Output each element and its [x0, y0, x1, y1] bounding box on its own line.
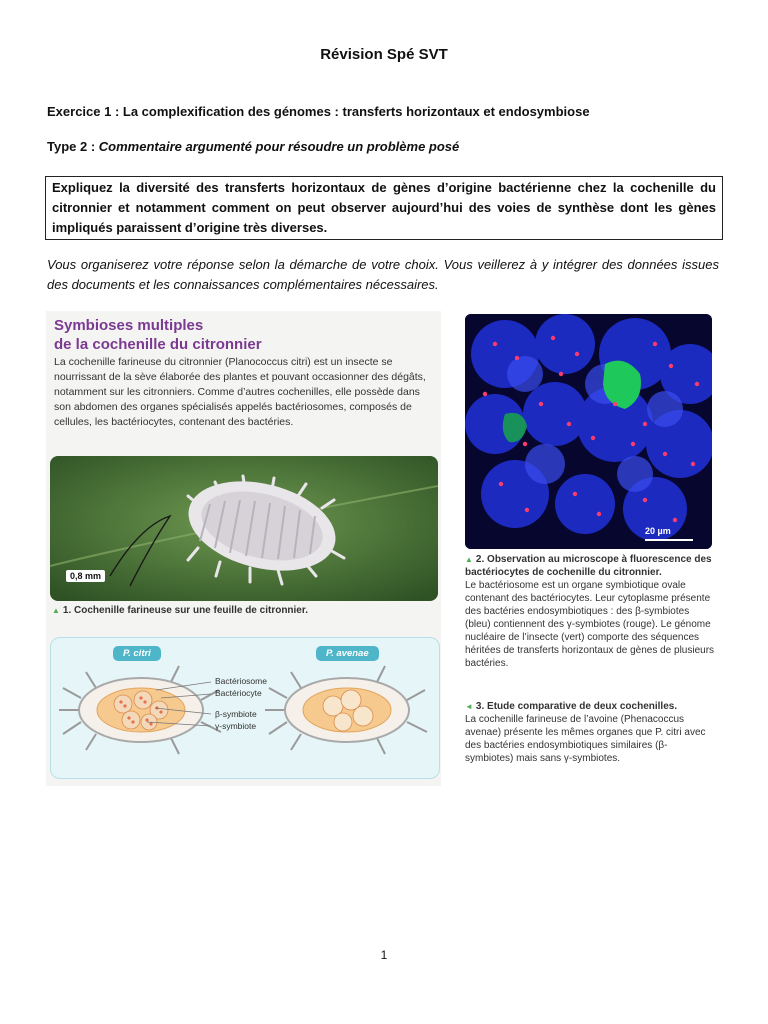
caption-3-text: La cochenille farineuse de l’avoine (Phenacoccus avenae) présente les mêmes organes que P. citri avec des bactéries endosymbiotiques similaires (β-symbiotes) mais sans γ-symbiotes.	[465, 714, 706, 764]
comparison-diagram	[50, 637, 440, 779]
caption-figure-3: ◄ 3. Etude comparative de deux cochenilles. La cochenille farineuse de l’avoine (Phenacoccus avenae) présente les mêmes organes que P. citri avec des bactéries endosymbiotiques similaires (β-symbiotes) mais sans γ-symbiotes.	[465, 700, 715, 765]
panel-title	[54, 316, 262, 354]
exercise-heading: Exercice 1 : La complexification des génomes : transferts horizontaux et endosymbiose	[47, 104, 590, 119]
panel-title-line2: de la cochenille du citronnier	[54, 336, 262, 353]
caption-triangle-icon: ◄	[465, 702, 473, 711]
exercise-type	[47, 139, 459, 154]
type-text: Commentaire argumenté pour résoudre un problème posé	[98, 139, 460, 154]
document-panel	[46, 311, 441, 786]
badge-p-citri: P. citri	[113, 646, 161, 661]
micrograph-illustration	[465, 314, 712, 549]
label-bacteriosome: Bactériosome	[215, 676, 267, 686]
question-box: Expliquez la diversité des transferts horizontaux de gènes d’origine bactérienne chez la cochenille du citronnier et notamment comment on peut observer aujourd’hui des voies de synthèse dont les gènes impliqués paraissent d’origine très diverses.	[45, 176, 723, 240]
panel-intro: La cochenille farineuse du citronnier (Planococcus citri) est un insecte se nourrissant de la sève élaborée des plantes et pouvant occasionner des dégâts, notamment sur les citronniers. Comme d’autres cochenilles, elle possède dans son abdomen des organes spécialisés appelés bactériosomes, composés de cellules, les bactériocytes, contenant des bactéries.	[54, 356, 426, 428]
type-label: Type 2 :	[47, 139, 96, 154]
bacteriosome-diagram	[51, 638, 439, 778]
page-title: Révision Spé SVT	[320, 46, 448, 63]
label-gamma-symbiote: γ-symbiote	[215, 721, 257, 731]
label-beta-symbiote: β-symbiote	[215, 709, 257, 719]
caption-triangle-icon: ▲	[52, 606, 60, 615]
badge-p-avenae: P. avenae	[316, 646, 379, 661]
page-number: 1	[380, 948, 388, 962]
caption-figure-2: ▲ 2. Observation au microscope à fluorescence des bactériocytes de cochenille du citronnier. Le bactériosome est un organe symbiotique ovale contenant des bactériocytes. Leur cytoplasme présente des bactéries endosymbiotiques : des β-symbiotes (bleu) contiennent des γ-symbiotes (rouge). Le génome nucléaire de l’insecte (vert) comporte des séquences héritées de transferts horizontaux de gènes de plusieurs bactéries.	[465, 554, 715, 669]
fluorescence-micrograph	[465, 314, 712, 549]
scale-bar-micrograph: 20 µm	[645, 526, 671, 536]
panel-title-line1: Symbioses multiples	[54, 317, 204, 334]
label-bacteriocyte: Bactériocyte	[215, 688, 262, 698]
caption-figure-1: ▲ 1. Cochenille farineuse sur une feuille de citronnier.	[52, 605, 308, 616]
scale-bar-photo: 0,8 mm	[66, 570, 105, 582]
mealybug-photo	[50, 456, 438, 601]
caption-2-text: Le bactériosome est un organe symbiotique ovale contenant des bactériocytes. Leur cytoplasme présente des bactéries endosymbiotiques : des β-symbiotes (bleu) contiennent des γ-symbiotes (rouge). Le génome nucléaire de l’insecte (vert) comporte des séquences héritées de transferts horizontaux de gènes de plusieurs bactéries.	[465, 580, 715, 669]
caption-triangle-icon: ▲	[465, 555, 473, 564]
mealybug-illustration	[50, 456, 438, 601]
instructions: Vous organiserez votre réponse selon la démarche de votre choix. Vous veillerez à y intégrer des données issues des documents et les connaissances complémentaires nécessaires.	[47, 257, 719, 292]
